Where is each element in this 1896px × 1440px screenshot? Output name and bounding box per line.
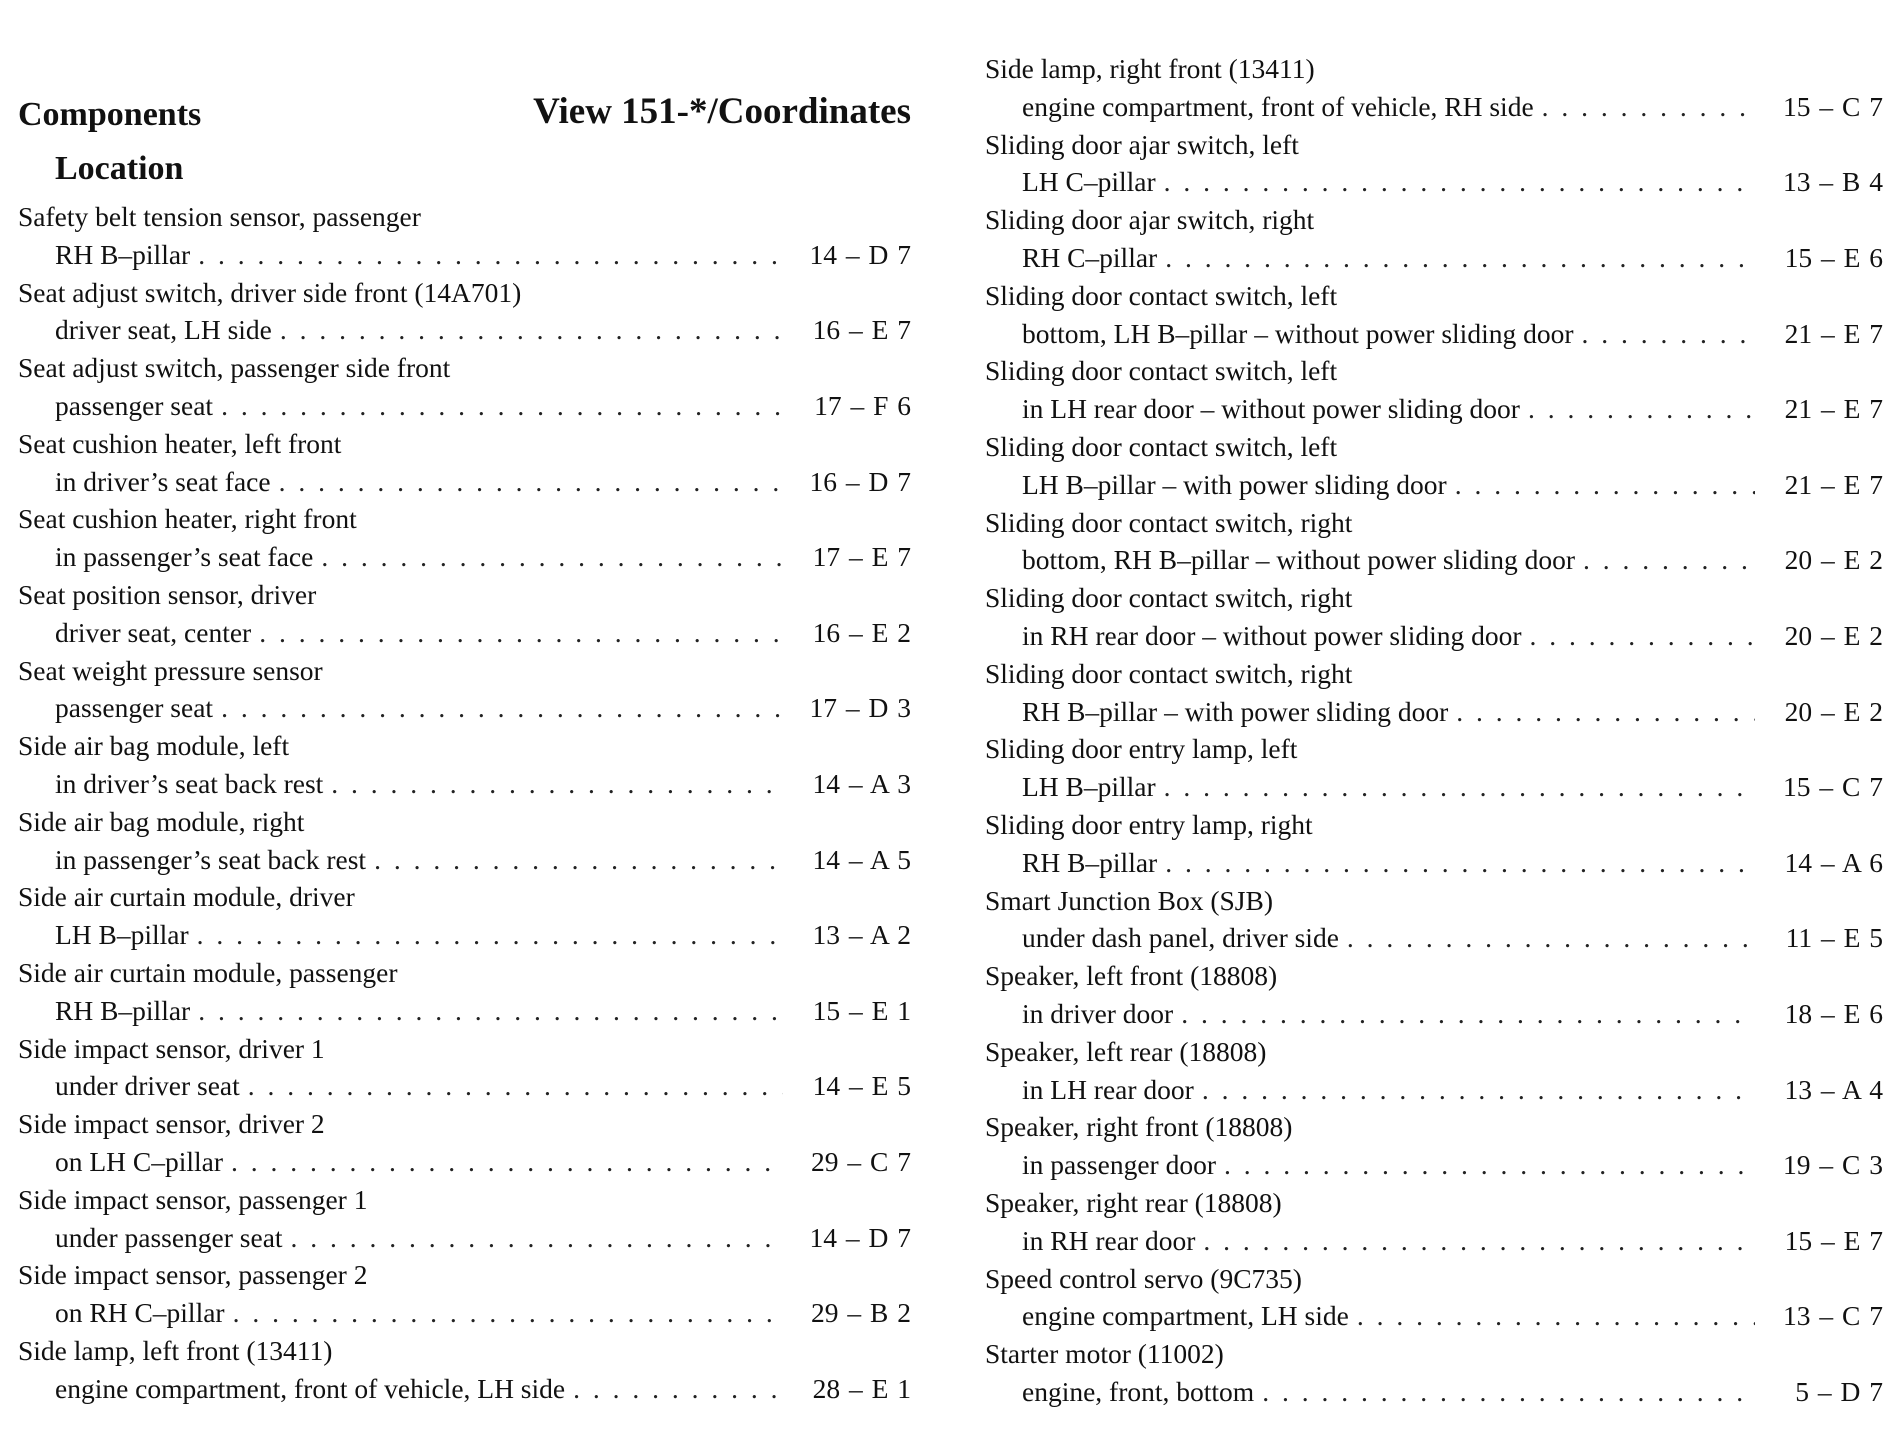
component-entry <box>985 1184 1883 1260</box>
component-location: in LH rear door <box>1022 1073 1194 1105</box>
location-row <box>985 617 1883 655</box>
right-entry-list <box>985 50 1883 1411</box>
component-coordinate: 28 – E 1 <box>812 1372 911 1404</box>
dot-leader <box>1202 1071 1755 1109</box>
component-entry <box>985 1108 1883 1184</box>
dot-leader <box>1165 844 1755 882</box>
dot-leader <box>1528 390 1755 428</box>
component-entry <box>18 803 911 879</box>
location-row <box>985 995 1883 1033</box>
component-name: Sliding door contact switch, right <box>985 506 1353 538</box>
dot-leader <box>331 765 783 803</box>
component-location: LH C–pillar <box>1022 166 1156 198</box>
component-name: Sliding door ajar switch, right <box>985 204 1315 236</box>
component-entry <box>18 576 911 652</box>
component-entry <box>18 198 911 274</box>
component-entry <box>985 126 1883 202</box>
component-coordinate: 13 – C 7 <box>1783 1300 1883 1332</box>
location-heading: Location <box>55 150 184 187</box>
component-entry <box>18 425 911 501</box>
component-entry <box>18 954 911 1030</box>
dot-leader <box>198 236 783 274</box>
component-name: Sliding door contact switch, left <box>985 430 1338 462</box>
component-entry <box>18 727 911 803</box>
view-coordinates-heading: View 151-*/Coordinates <box>533 91 911 132</box>
component-location: bottom, LH B–pillar – without power sliding door <box>1022 317 1574 349</box>
component-coordinate: 14 – A 3 <box>812 767 911 799</box>
dot-leader <box>1347 919 1755 957</box>
component-location: LH B–pillar <box>55 919 189 951</box>
component-name: Side air bag module, right <box>18 805 305 837</box>
location-row <box>18 538 911 576</box>
component-coordinate: 17 – F 6 <box>814 389 911 421</box>
component-coordinate: 20 – E 2 <box>1784 695 1883 727</box>
component-coordinate: 14 – D 7 <box>809 238 911 270</box>
component-coordinate: 21 – E 7 <box>1784 317 1883 349</box>
dot-leader <box>221 689 783 727</box>
component-location: on RH C–pillar <box>55 1297 225 1329</box>
component-coordinate: 16 – E 7 <box>812 314 911 346</box>
dot-leader <box>573 1370 783 1408</box>
component-entry <box>18 1181 911 1257</box>
component-coordinate: 5 – D 7 <box>1795 1375 1883 1407</box>
component-location: in driver door <box>1022 997 1174 1029</box>
component-name: Side air bag module, left <box>18 730 290 762</box>
dot-leader <box>198 992 783 1030</box>
component-location: in passenger’s seat face <box>55 541 314 573</box>
component-location: RH B–pillar <box>55 238 191 270</box>
dot-leader <box>248 1067 783 1105</box>
component-name: Sliding door ajar switch, left <box>985 128 1299 160</box>
dot-leader <box>291 1219 783 1257</box>
component-entry <box>18 1030 911 1106</box>
component-coordinate: 15 – E 1 <box>812 994 911 1026</box>
component-coordinate: 17 – D 3 <box>809 692 911 724</box>
component-entry <box>985 1335 1883 1411</box>
location-row <box>985 315 1883 353</box>
component-name: Side lamp, left front (13411) <box>18 1334 333 1366</box>
dot-leader <box>1165 239 1755 277</box>
component-name: Speaker, left rear (18808) <box>985 1035 1267 1067</box>
dot-leader <box>1181 995 1755 1033</box>
component-name: Side impact sensor, driver 2 <box>18 1108 325 1140</box>
component-name: Seat adjust switch, passenger side front <box>18 352 451 384</box>
component-coordinate: 15 – E 7 <box>1784 1224 1883 1256</box>
location-row <box>18 1143 911 1181</box>
location-row <box>985 768 1883 806</box>
component-coordinate: 14 – E 5 <box>812 1070 911 1102</box>
component-name: Speaker, left front (18808) <box>985 960 1278 992</box>
location-row <box>985 541 1883 579</box>
location-row <box>18 463 911 501</box>
component-location: LH B–pillar – with power sliding door <box>1022 468 1447 500</box>
dot-leader <box>1224 1146 1755 1184</box>
component-coordinate: 19 – C 3 <box>1783 1149 1883 1181</box>
component-name: Side impact sensor, passenger 1 <box>18 1183 368 1215</box>
component-entry <box>985 1033 1883 1109</box>
dot-leader <box>1164 163 1755 201</box>
component-location: driver seat, center <box>55 616 252 648</box>
component-coordinate: 29 – C 7 <box>811 1145 911 1177</box>
component-coordinate: 16 – E 2 <box>812 616 911 648</box>
component-coordinate: 15 – E 6 <box>1784 241 1883 273</box>
dot-leader <box>1357 1297 1755 1335</box>
component-entry <box>18 349 911 425</box>
component-coordinate: 18 – E 6 <box>1784 997 1883 1029</box>
component-entry <box>18 652 911 728</box>
component-coordinate: 17 – E 7 <box>812 541 911 573</box>
component-name: Starter motor (11002) <box>985 1338 1224 1370</box>
component-location: passenger seat <box>55 389 214 421</box>
dot-leader <box>259 614 783 652</box>
dot-leader <box>1203 1222 1755 1260</box>
component-entry <box>985 504 1883 580</box>
location-row <box>985 163 1883 201</box>
location-row <box>985 693 1883 731</box>
component-coordinate: 14 – D 7 <box>809 1221 911 1253</box>
dot-leader <box>1583 541 1755 579</box>
component-entry <box>985 655 1883 731</box>
component-coordinate: 14 – A 6 <box>1784 846 1883 878</box>
components-heading: Components <box>18 96 202 133</box>
dot-leader <box>233 1294 783 1332</box>
component-location: LH B–pillar <box>1022 771 1156 803</box>
component-name: Speaker, right front (18808) <box>985 1111 1293 1143</box>
right-column <box>985 50 1883 1411</box>
component-name: Safety belt tension sensor, passenger <box>18 201 421 232</box>
dot-leader <box>1164 768 1755 806</box>
location-row <box>985 390 1883 428</box>
component-name: Sliding door contact switch, right <box>985 582 1353 614</box>
component-location: engine compartment, LH side <box>1022 1300 1349 1332</box>
dot-leader <box>197 916 783 954</box>
component-entry <box>985 806 1883 882</box>
component-entry <box>985 957 1883 1033</box>
component-entry <box>985 428 1883 504</box>
component-name: Sliding door contact switch, left <box>985 279 1338 311</box>
location-row <box>18 1067 911 1105</box>
component-location: in RH rear door – without power sliding door <box>1022 619 1522 651</box>
component-name: Seat adjust switch, driver side front (14A701) <box>18 276 522 308</box>
component-entry <box>985 882 1883 958</box>
dot-leader <box>1455 466 1755 504</box>
component-coordinate: 13 – A 4 <box>1784 1073 1883 1105</box>
location-row <box>985 1297 1883 1335</box>
component-location: under dash panel, driver side <box>1022 922 1339 954</box>
location-row <box>18 1370 911 1408</box>
component-location: passenger seat <box>55 692 214 724</box>
component-coordinate: 29 – B 2 <box>811 1297 911 1329</box>
location-row <box>985 1373 1883 1411</box>
component-entry <box>18 1256 911 1332</box>
component-coordinate: 21 – E 7 <box>1784 468 1883 500</box>
component-entry <box>985 277 1883 353</box>
component-name: Seat cushion heater, left front <box>18 427 342 459</box>
location-row <box>18 236 911 274</box>
dot-leader <box>374 841 783 879</box>
component-coordinate: 15 – C 7 <box>1783 90 1883 122</box>
component-location: in passenger’s seat back rest <box>55 843 367 875</box>
component-entry <box>985 730 1883 806</box>
component-coordinate: 21 – E 7 <box>1784 393 1883 425</box>
component-location: RH B–pillar <box>55 994 191 1026</box>
dot-leader <box>231 1143 783 1181</box>
location-row <box>18 841 911 879</box>
component-coordinate: 14 – A 5 <box>812 843 911 875</box>
location-row <box>18 614 911 652</box>
dot-leader <box>1262 1373 1755 1411</box>
component-coordinate: 13 – B 4 <box>1783 166 1883 198</box>
component-entry <box>18 500 911 576</box>
location-row <box>985 466 1883 504</box>
dot-leader <box>280 311 783 349</box>
component-location: driver seat, LH side <box>55 314 272 346</box>
location-row <box>18 1219 911 1257</box>
location-row <box>18 387 911 425</box>
component-entry <box>985 201 1883 277</box>
location-row <box>18 689 911 727</box>
component-name: Sliding door entry lamp, left <box>985 733 1298 765</box>
component-name: Sliding door contact switch, right <box>985 657 1353 689</box>
location-row <box>18 311 911 349</box>
component-entry <box>985 579 1883 655</box>
location-row <box>985 1146 1883 1184</box>
component-entry <box>18 274 911 350</box>
component-location: in LH rear door – without power sliding door <box>1022 393 1520 425</box>
location-row <box>985 239 1883 277</box>
component-name: Speed control servo (9C735) <box>985 1262 1302 1294</box>
component-coordinate: 20 – E 2 <box>1784 619 1883 651</box>
location-row <box>18 765 911 803</box>
component-name: Seat position sensor, driver <box>18 578 317 610</box>
component-name: Side impact sensor, driver 1 <box>18 1032 325 1064</box>
dot-leader <box>321 538 783 576</box>
dot-leader <box>1542 88 1755 126</box>
component-location: in driver’s seat back rest <box>55 767 324 799</box>
component-location: RH B–pillar – with power sliding door <box>1022 695 1449 727</box>
component-coordinate: 11 – E 5 <box>1785 922 1883 954</box>
location-row <box>18 992 911 1030</box>
component-name: Speaker, right rear (18808) <box>985 1186 1282 1218</box>
component-location: bottom, RH B–pillar – without power sliding door <box>1022 544 1576 576</box>
left-entry-list <box>18 198 911 1408</box>
component-coordinate: 16 – D 7 <box>809 465 911 497</box>
component-name: Sliding door contact switch, left <box>985 355 1338 387</box>
component-location: in driver’s seat face <box>55 465 271 497</box>
dot-leader <box>1456 693 1755 731</box>
component-entry <box>18 878 911 954</box>
component-entry <box>985 50 1883 126</box>
component-entry <box>18 1332 911 1408</box>
component-location: RH C–pillar <box>1022 241 1158 273</box>
component-location: engine, front, bottom <box>1022 1375 1255 1407</box>
location-row <box>985 919 1883 957</box>
component-name: Sliding door entry lamp, right <box>985 808 1313 840</box>
component-location: under passenger seat <box>55 1221 283 1253</box>
dot-leader <box>1530 617 1755 655</box>
component-name: Side air curtain module, driver <box>18 881 355 913</box>
location-row <box>985 844 1883 882</box>
component-entry <box>985 1260 1883 1336</box>
component-location: in passenger door <box>1022 1149 1216 1181</box>
component-name: Seat cushion heater, right front <box>18 503 357 535</box>
dot-leader <box>279 463 783 501</box>
component-entry <box>985 352 1883 428</box>
location-row <box>18 1294 911 1332</box>
column-header <box>18 90 911 140</box>
left-column <box>18 90 911 1408</box>
location-row <box>985 1071 1883 1109</box>
component-location: engine compartment, front of vehicle, RH side <box>1022 90 1534 122</box>
component-name: Side lamp, right front (13411) <box>985 53 1315 84</box>
component-location: engine compartment, front of vehicle, LH side <box>55 1372 566 1404</box>
component-location: RH B–pillar <box>1022 846 1158 878</box>
dot-leader <box>221 387 783 425</box>
location-row <box>18 916 911 954</box>
component-location: in RH rear door <box>1022 1224 1196 1256</box>
component-entry <box>18 1105 911 1181</box>
dot-leader <box>1582 315 1756 353</box>
component-coordinate: 15 – C 7 <box>1783 771 1883 803</box>
component-name: Seat weight pressure sensor <box>18 654 323 686</box>
component-coordinate: 13 – A 2 <box>812 919 911 951</box>
component-location: under driver seat <box>55 1070 240 1102</box>
component-location: on LH C–pillar <box>55 1145 224 1177</box>
component-name: Smart Junction Box (SJB) <box>985 884 1273 916</box>
component-name: Side air curtain module, passenger <box>18 956 398 988</box>
location-row <box>985 88 1883 126</box>
component-name: Side impact sensor, passenger 2 <box>18 1259 368 1291</box>
location-row <box>985 1222 1883 1260</box>
component-coordinate: 20 – E 2 <box>1784 544 1883 576</box>
